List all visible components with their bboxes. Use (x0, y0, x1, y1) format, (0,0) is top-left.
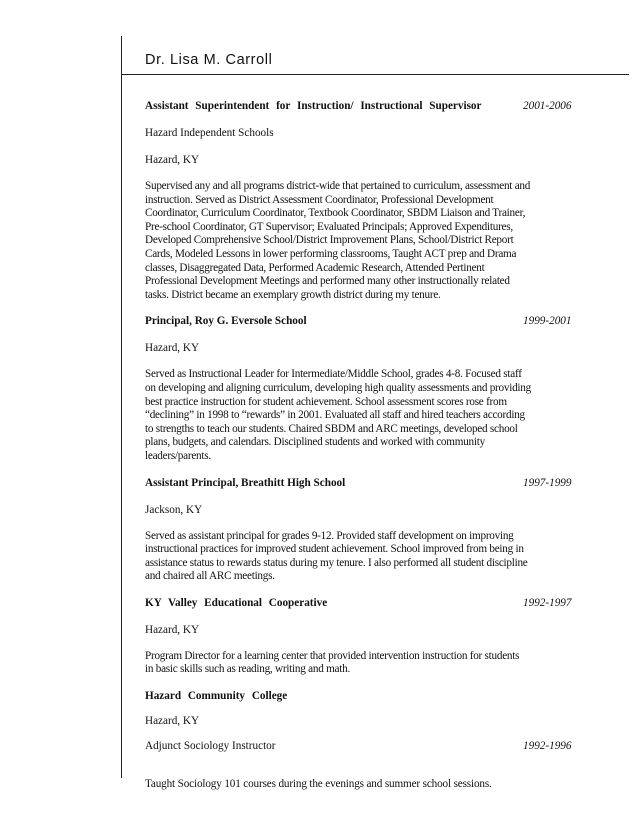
job-location: Hazard, KY (145, 715, 200, 728)
job-description (145, 180, 593, 302)
description-line: classes, Disaggregated Data, Performed Academic Research, Attended Pertinent (145, 261, 485, 274)
description-line: “declining” in 1998 to “rewards” in 2001. Evaluated all staff and hired teachers according (145, 409, 525, 422)
job-heading (145, 476, 590, 491)
job-title: Assistant Principal, Breathitt High School (145, 476, 346, 489)
job-location: Hazard, KY (145, 623, 200, 636)
description-line: leaders/parents. (145, 449, 211, 462)
job-location: Hazard, KY (145, 342, 200, 355)
job-years: 1992-1997 (523, 596, 572, 609)
description-line: and chaired all ARC meetings. (145, 570, 275, 583)
job-years: 1992-1996 (523, 740, 572, 753)
job-location: Hazard, KY (145, 154, 200, 166)
job-heading (145, 596, 590, 611)
description-line: Professional Development Meetings and performed many other instructionally related (145, 275, 510, 288)
description-line: instruction. Served as District Assessment Coordinator, Professional Development (145, 193, 494, 206)
job-role: Adjunct Sociology Instructor (145, 740, 276, 753)
job-years: 1999-2001 (523, 315, 572, 328)
job-organization: Hazard Independent Schools (145, 127, 274, 139)
description-line: Served as assistant principal for grades 9-12. Provided staff development on improving (145, 529, 514, 542)
description-line: Pre-school Coordinator, GT Supervisor; Evaluated Principals; Approved Expenditures, (145, 220, 513, 233)
experience-list (145, 99, 590, 754)
description-line: Coordinator, Curriculum Coordinator, Textbook Coordinator, SBDM Liaison and Trainer, (145, 207, 526, 220)
description-line: to strengths to teach our students. Chaired SBDM and ARC meetings, developed school (145, 422, 518, 435)
description-line: Program Director for a learning center that provided intervention instruction for students (145, 649, 520, 662)
description-line: Developed Comprehensive School/District Improvement Plans, School/District Report (145, 234, 514, 247)
description-line: Served as Instructional Leader for Intermediate/Middle School, grades 4-8. Focused staff (145, 368, 522, 381)
job-title: Assistant Superintendent for Instruction/ Instructional Supervisor (145, 100, 482, 112)
description-line: instructional practices for improved student achievement. School improved from being in (145, 543, 524, 556)
description-line: Cards, Modeled Lessons in lower performing classrooms, Taught ACT prep and Drama (145, 247, 517, 260)
job-description (145, 650, 593, 677)
description-line: on developing and aligning curriculum, developing high quality assessments and providing (145, 381, 531, 394)
job-title: Principal, Roy G. Eversole School (145, 315, 307, 328)
role-description: Taught Sociology 101 courses during the evenings and summer school sessions. (145, 778, 492, 790)
job-heading (145, 689, 590, 704)
job-description (145, 530, 593, 584)
description-line: assistance status to rewards status during my tenure. I also performed all student discipline (145, 556, 528, 569)
description-line: in basic skills such as reading, writing and math. (145, 663, 350, 676)
job-years: 1997-1999 (523, 476, 572, 489)
job-years: 2001-2006 (523, 100, 572, 112)
job-role-row (145, 739, 590, 754)
job-title: KY Valley Educational Cooperative (145, 596, 328, 609)
job-description (145, 368, 593, 463)
job-heading (145, 314, 590, 329)
description-line: tasks. District became an exemplary growth district during my tenure. (145, 288, 441, 301)
description-line: Supervised any and all programs district-wide that pertained to curriculum, assessment and (145, 180, 531, 192)
left-margin-rule (121, 36, 122, 778)
job-location: Jackson, KY (145, 503, 203, 516)
description-line: best practice instruction for student achievement. School assessment scores rose from (145, 395, 507, 408)
header-underline (121, 74, 629, 75)
job-title: Hazard Community College (145, 690, 288, 703)
description-line: plans, budgets, and calendars. Disciplined students and worked with community (145, 436, 485, 449)
job-heading (145, 99, 590, 114)
page-title: Dr. Lisa M. Carroll (145, 52, 273, 68)
